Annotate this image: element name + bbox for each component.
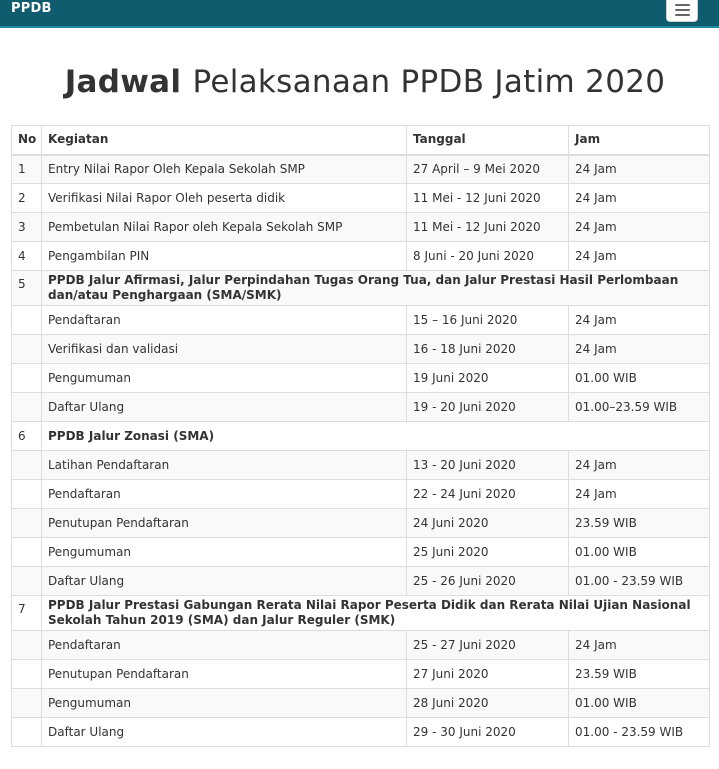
cell-no — [12, 480, 42, 509]
cell-no — [12, 335, 42, 364]
cell-tanggal: 24 Juni 2020 — [407, 509, 569, 538]
cell-jam: 24 Jam — [569, 631, 710, 660]
cell-no: 5 — [12, 271, 42, 306]
cell-tanggal: 25 Juni 2020 — [407, 538, 569, 567]
cell-jam: 01.00 WIB — [569, 538, 710, 567]
table-row — [12, 451, 710, 480]
table-row — [12, 155, 710, 184]
table-header-row — [12, 126, 710, 155]
table-row — [12, 306, 710, 335]
cell-tanggal: 25 - 26 Juni 2020 — [407, 567, 569, 596]
cell-kegiatan: Pendaftaran — [42, 631, 407, 660]
table-group-row — [12, 422, 710, 451]
page-title-rest: Pelaksanaan PPDB Jatim 2020 — [192, 64, 666, 100]
cell-tanggal: 25 - 27 Juni 2020 — [407, 631, 569, 660]
cell-no — [12, 364, 42, 393]
cell-jam: 01.00 WIB — [569, 364, 710, 393]
cell-kegiatan: Pendaftaran — [42, 306, 407, 335]
cell-jam: 24 Jam — [569, 480, 710, 509]
cell-no — [12, 689, 42, 718]
cell-jam: 24 Jam — [569, 155, 710, 184]
cell-no: 1 — [12, 155, 42, 184]
table-row — [12, 480, 710, 509]
cell-jam: 24 Jam — [569, 242, 710, 271]
cell-kegiatan: Daftar Ulang — [42, 718, 407, 747]
table-row — [12, 509, 710, 538]
cell-group-title: PPDB Jalur Zonasi (SMA) — [42, 422, 710, 451]
cell-kegiatan: Penutupan Pendaftaran — [42, 509, 407, 538]
table-group-row — [12, 596, 710, 631]
table-row — [12, 184, 710, 213]
table-group-row — [12, 271, 710, 306]
page-title-bold: Jadwal — [64, 64, 182, 100]
navbar-toggle-button[interactable] — [666, 0, 698, 22]
cell-kegiatan: Entry Nilai Rapor Oleh Kepala Sekolah SMP — [42, 155, 407, 184]
cell-tanggal: 16 - 18 Juni 2020 — [407, 335, 569, 364]
cell-kegiatan: Pengambilan PIN — [42, 242, 407, 271]
cell-kegiatan: Verifikasi Nilai Rapor Oleh peserta didik — [42, 184, 407, 213]
cell-no — [12, 567, 42, 596]
cell-no: 3 — [12, 213, 42, 242]
table-row — [12, 660, 710, 689]
table-row — [12, 689, 710, 718]
cell-tanggal: 11 Mei - 12 Juni 2020 — [407, 213, 569, 242]
header-kegiatan: Kegiatan — [42, 126, 407, 155]
table-row — [12, 718, 710, 747]
cell-tanggal: 13 - 20 Juni 2020 — [407, 451, 569, 480]
cell-no — [12, 393, 42, 422]
table-row — [12, 364, 710, 393]
cell-jam: 23.59 WIB — [569, 660, 710, 689]
cell-tanggal: 8 Juni - 20 Juni 2020 — [407, 242, 569, 271]
header-jam: Jam — [569, 126, 710, 155]
cell-jam: 24 Jam — [569, 306, 710, 335]
cell-no: 6 — [12, 422, 42, 451]
cell-tanggal: 27 April – 9 Mei 2020 — [407, 155, 569, 184]
navbar — [0, 0, 719, 28]
cell-no — [12, 451, 42, 480]
cell-kegiatan: Pengumuman — [42, 689, 407, 718]
cell-jam: 24 Jam — [569, 451, 710, 480]
table-row — [12, 393, 710, 422]
cell-tanggal: 19 Juni 2020 — [407, 364, 569, 393]
table-row — [12, 335, 710, 364]
header-tanggal: Tanggal — [407, 126, 569, 155]
cell-tanggal: 11 Mei - 12 Juni 2020 — [407, 184, 569, 213]
cell-jam: 23.59 WIB — [569, 509, 710, 538]
table-row — [12, 631, 710, 660]
brand-link[interactable]: PPDB — [11, 1, 52, 16]
cell-kegiatan: Pembetulan Nilai Rapor oleh Kepala Sekolah SMP — [42, 213, 407, 242]
cell-group-title: PPDB Jalur Prestasi Gabungan Rerata Nilai Rapor Peserta Didik dan Rerata Nilai Ujian Nasional Sekolah Tahun 2019 (SMA) dan Jalur Reguler (SMK) — [42, 596, 710, 631]
table-row — [12, 213, 710, 242]
table-row — [12, 538, 710, 567]
cell-no — [12, 718, 42, 747]
cell-no: 4 — [12, 242, 42, 271]
cell-no — [12, 631, 42, 660]
cell-tanggal: 22 - 24 Juni 2020 — [407, 480, 569, 509]
cell-no — [12, 306, 42, 335]
cell-no: 2 — [12, 184, 42, 213]
cell-tanggal: 29 - 30 Juni 2020 — [407, 718, 569, 747]
cell-no — [12, 660, 42, 689]
cell-kegiatan: Daftar Ulang — [42, 393, 407, 422]
cell-tanggal: 19 - 20 Juni 2020 — [407, 393, 569, 422]
cell-kegiatan: Pengumuman — [42, 364, 407, 393]
cell-tanggal: 27 Juni 2020 — [407, 660, 569, 689]
cell-jam: 01.00 - 23.59 WIB — [569, 718, 710, 747]
cell-kegiatan: Pendaftaran — [42, 480, 407, 509]
cell-group-title: PPDB Jalur Afirmasi, Jalur Perpindahan Tugas Orang Tua, dan Jalur Prestasi Hasil Perlombaan dan/atau Penghargaan (SMA/SMK) — [42, 271, 710, 306]
cell-no — [12, 509, 42, 538]
cell-jam: 24 Jam — [569, 335, 710, 364]
cell-kegiatan: Daftar Ulang — [42, 567, 407, 596]
cell-jam: 24 Jam — [569, 213, 710, 242]
cell-tanggal: 15 – 16 Juni 2020 — [407, 306, 569, 335]
cell-jam: 01.00 WIB — [569, 689, 710, 718]
cell-no — [12, 538, 42, 567]
cell-jam: 01.00–23.59 WIB — [569, 393, 710, 422]
cell-kegiatan: Penutupan Pendaftaran — [42, 660, 407, 689]
cell-jam: 01.00 - 23.59 WIB — [569, 567, 710, 596]
table-row — [12, 567, 710, 596]
schedule-table — [11, 125, 710, 747]
header-no: No — [12, 126, 42, 155]
cell-tanggal: 28 Juni 2020 — [407, 689, 569, 718]
cell-kegiatan: Verifikasi dan validasi — [42, 335, 407, 364]
page-title — [0, 64, 719, 100]
cell-no: 7 — [12, 596, 42, 631]
cell-jam: 24 Jam — [569, 184, 710, 213]
table-row — [12, 242, 710, 271]
cell-kegiatan: Latihan Pendaftaran — [42, 451, 407, 480]
cell-kegiatan: Pengumuman — [42, 538, 407, 567]
